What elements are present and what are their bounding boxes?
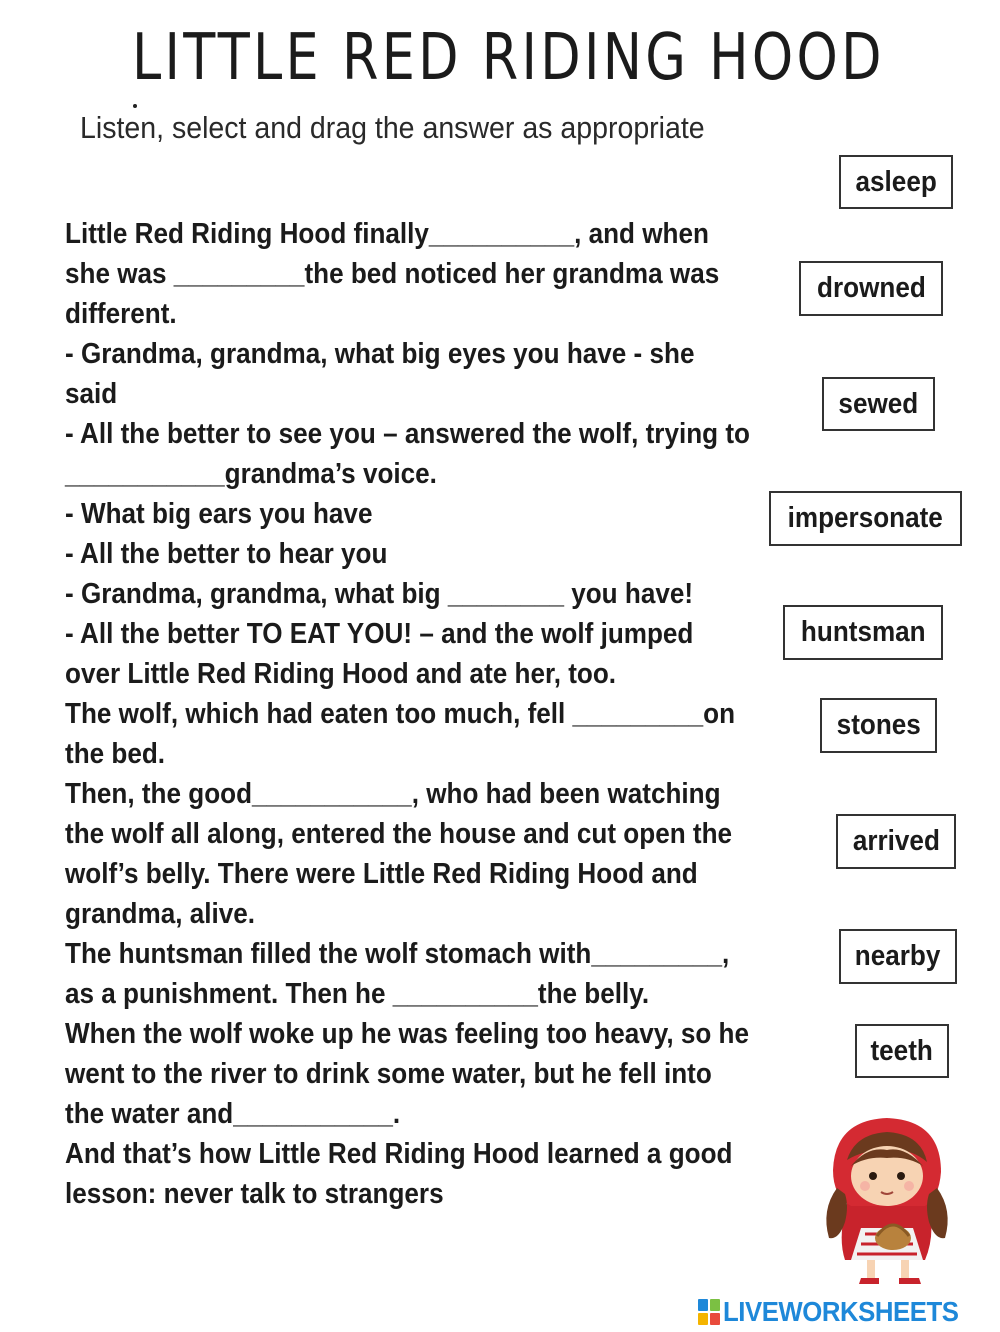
story-line: - All the better TO EAT YOU! – and the wolf jumped [65, 618, 694, 650]
story-line: different. [65, 298, 177, 330]
brand-name: LIVEWORKSHEETS [723, 1296, 959, 1327]
story-line: said [65, 378, 118, 410]
story-line: the wolf all along, entered the house and cut open the [65, 818, 733, 850]
word-tile-arrived[interactable] [836, 814, 956, 869]
word-tile-sewed[interactable] [822, 377, 935, 431]
story-line: When the wolf woke up he was feeling too heavy, so he [65, 1018, 750, 1050]
word-tile-stones[interactable] [820, 698, 937, 753]
liveworksheets-brand[interactable] [698, 1292, 979, 1332]
word-tile-label: huntsman [800, 616, 926, 648]
story-line: Little Red Riding Hood finally__________, and when [65, 218, 709, 250]
story-line: the bed. [65, 738, 166, 770]
liveworksheets-logo-icon [698, 1299, 720, 1325]
word-tile-label: nearby [855, 940, 941, 972]
word-tile-huntsman[interactable] [783, 605, 943, 660]
story-line: Then, the good___________, who had been watching [65, 778, 721, 810]
word-tile-label: impersonate [787, 502, 944, 534]
word-tile-label: asleep [855, 165, 937, 198]
story-line: over Little Red Riding Hood and ate her, too. [65, 658, 617, 690]
story-line: - Grandma, grandma, what big eyes you have - she [65, 338, 695, 370]
story-line: the water and___________. [65, 1098, 401, 1130]
word-tile-teeth[interactable] [855, 1024, 949, 1078]
story-line: wolf’s belly. There were Little Red Riding Hood and [65, 858, 698, 890]
story-line: she was _________the bed noticed her grandma was [65, 258, 720, 290]
word-tile-asleep[interactable] [839, 155, 953, 209]
story-line: ___________grandma’s voice. [65, 458, 437, 490]
story-line: - Grandma, grandma, what big ________ you have! [65, 578, 694, 610]
word-tile-nearby[interactable] [839, 929, 957, 984]
story-text [65, 214, 845, 1214]
story-line: lesson: never talk to strangers [65, 1178, 444, 1210]
word-tile-label: sewed [838, 387, 919, 420]
story-line: And that’s how Little Red Riding Hood learned a good [65, 1138, 733, 1170]
word-tile-label: stones [836, 709, 921, 741]
word-tile-drowned[interactable] [799, 261, 943, 316]
story-line: went to the river to drink some water, but he fell into [65, 1058, 712, 1090]
story-line: grandma, alive. [65, 898, 256, 930]
word-tile-label: teeth [870, 1034, 934, 1067]
worksheet-title: LITTLE RED RIDING HOOD [132, 21, 885, 95]
decorative-dot [133, 104, 137, 108]
word-tile-impersonate[interactable] [769, 491, 962, 546]
story-line: as a punishment. Then he __________the belly. [65, 978, 650, 1010]
story-line: - All the better to see you – answered the wolf, trying to [65, 418, 750, 450]
story-line: - All the better to hear you [65, 538, 388, 570]
story-line: - What big ears you have [65, 498, 373, 530]
story-line: The huntsman filled the wolf stomach with_________, [65, 938, 730, 970]
word-tile-label: arrived [852, 825, 940, 857]
story-line: The wolf, which had eaten too much, fell _________on [65, 698, 736, 730]
instruction-text: Listen, select and drag the answer as appropriate [80, 110, 705, 145]
word-tile-label: drowned [816, 272, 926, 304]
little-red-riding-hood-illustration [815, 1110, 965, 1290]
